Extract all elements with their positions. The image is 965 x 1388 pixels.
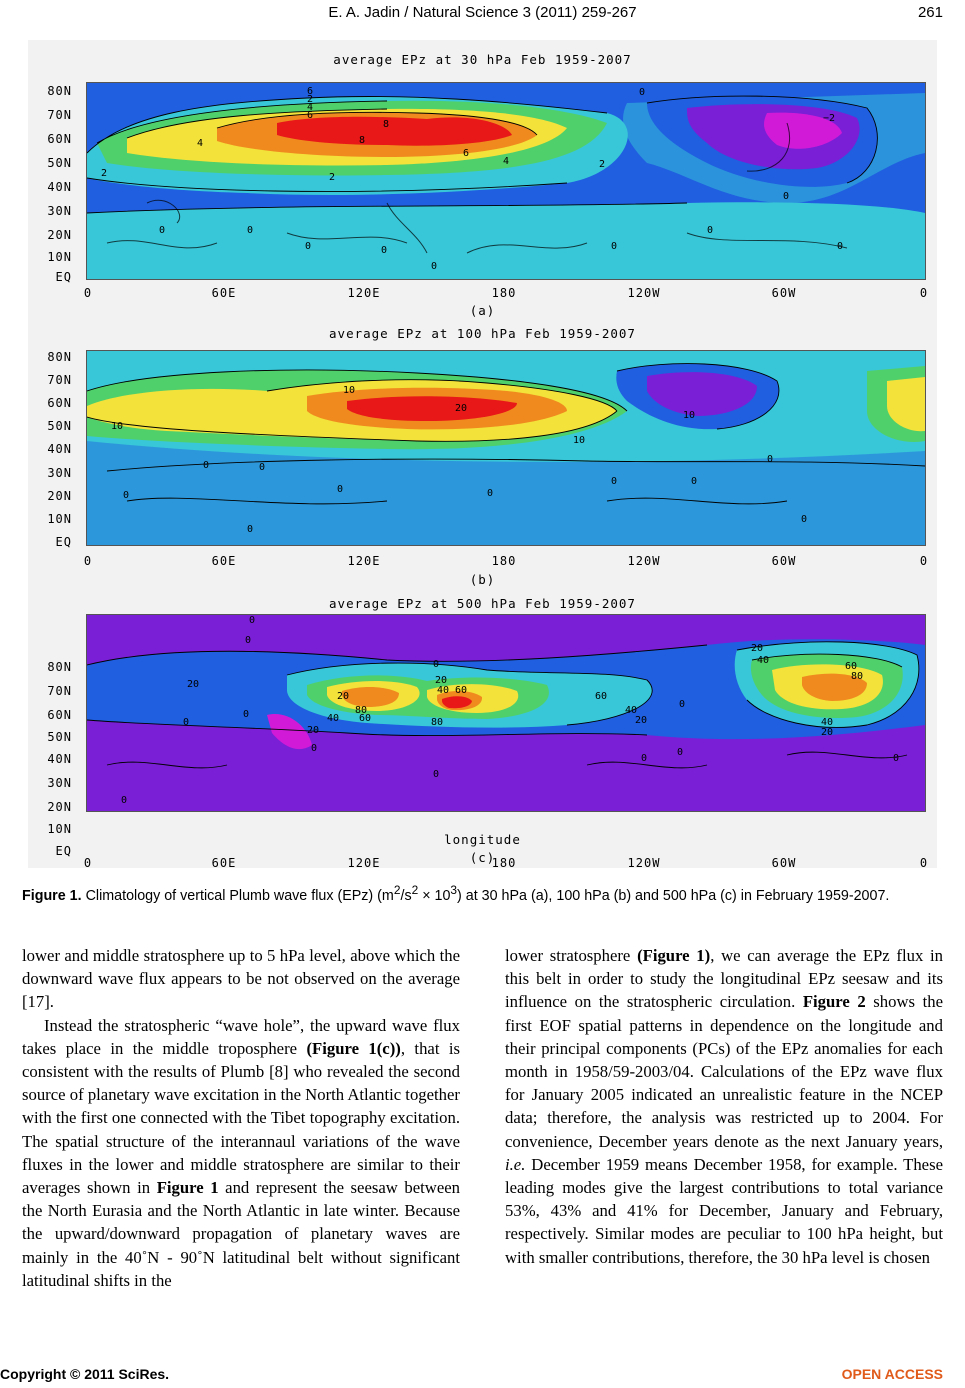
contour-label: 20 [455,403,468,414]
page-header [0,4,965,26]
x-tick: 0 [919,554,929,568]
y-tick: 70N [47,373,72,387]
contour-label: 2 [101,168,108,179]
contour-label: 0 [431,261,438,272]
contour-label: 0 [433,769,440,780]
panel-letter: (b) [469,572,496,587]
contour-label: 0 [801,514,808,525]
y-tick: 30N [47,204,72,218]
paragraph: lower and middle stratosphere up to 5 hPa level, above which the downward wave flux appears to be not observed on the average [17]. [22,946,460,1012]
contour-label: 6 [307,110,314,121]
paragraph [505,944,943,1269]
contour-label: 0 [433,659,440,670]
y-tick: 80N [47,660,72,674]
running-title: E. A. Jadin / Natural Science 3 (2011) 259-267 [328,4,637,21]
contour-label: 0 [677,747,684,758]
figure-ref: Figure 1 [156,1178,219,1198]
contour-label: 0 [611,241,618,252]
contour-label: 60 [595,691,608,702]
contour-label: 40 [821,717,834,728]
map-svg [87,351,925,545]
figure-ref: (Figure 1(c)) [306,1038,401,1058]
contour-label: 2 [329,172,336,183]
contour-map [86,82,926,280]
contour-label: 10 [573,435,586,446]
text: , we can average the EPz flux in this belt in order to study the longitudinal EPz seesaw and its influence on the stratospheric circulation. [505,946,943,1012]
contour-label: 0 [245,635,252,646]
contour-map [86,614,926,812]
y-tick: 20N [47,800,72,814]
contour-label: 0 [243,709,250,720]
contour-label: 20 [751,643,764,654]
x-tick: 120E [347,856,381,870]
y-tick: EQ [55,270,72,284]
contour-label: 2 [307,94,314,105]
y-tick: 80N [47,84,72,98]
x-tick: 120E [347,554,381,568]
y-tick: 20N [47,228,72,242]
contour-label: 0 [837,241,844,252]
x-tick: 60E [211,554,237,568]
page-number: 261 [917,4,943,21]
panel-title: average EPz at 30 hPa Feb 1959-2007 [333,52,632,67]
x-tick: 120W [627,286,661,300]
caption-sup: 2 [393,883,401,897]
caption-text: /s [400,887,412,904]
contour-label: 60 [455,685,468,696]
y-tick: 10N [47,250,72,264]
body-column-left [22,944,460,1292]
y-tick: 50N [47,730,72,744]
contour-label: 8 [383,119,390,130]
contour-label: 0 [123,490,130,501]
text: lower stratosphere [505,946,638,965]
y-tick: 80N [47,350,72,364]
y-tick: 10N [47,822,72,836]
y-tick: 70N [47,684,72,698]
contour-label: 40 [757,655,770,666]
contour-label: 0 [767,454,774,465]
y-tick: 40N [47,180,72,194]
y-tick: 50N [47,156,72,170]
contour-label: 20 [187,679,200,690]
x-tick: 180 [491,286,517,300]
caption-sup: 2 [411,883,419,897]
contour-label: 6 [463,148,470,159]
contour-label: 0 [679,699,686,710]
x-tick: 60W [771,554,797,568]
contour-label: 10 [343,385,356,396]
caption-sup: 3 [450,883,458,897]
body-column-right [505,944,943,1269]
contour-label: 2 [599,159,606,170]
panel-b [28,322,937,590]
contour-label: 0 [707,225,714,236]
panel-c [28,592,937,868]
x-tick: 120W [627,856,661,870]
contour-label: 4 [503,156,510,167]
y-tick: 50N [47,419,72,433]
figure-1 [28,40,937,868]
contour-label: 0 [487,488,494,499]
y-tick: 70N [47,108,72,122]
contour-label: −2 [823,113,836,124]
y-tick: 60N [47,396,72,410]
x-tick: 180 [491,554,517,568]
contour-label: 20 [337,691,350,702]
x-tick: 60W [771,286,797,300]
y-tick: 30N [47,466,72,480]
x-axis-title: longitude [444,832,521,847]
contour-label: 0 [381,245,388,256]
x-tick: 60E [211,856,237,870]
contour-label: 6 [307,86,314,97]
text: and represent the seesaw between the North Eurasia and the North Atlantic in late winter. Because the upward/downward propagation of planetary waves are mainly in the 40˚N - 90˚N latitudinal belt without significant latitudinal shifts in the [22,1178,460,1290]
panel-title: average EPz at 500 hPa Feb 1959-2007 [329,596,636,611]
contour-label: 4 [307,102,314,113]
contour-label: 0 [641,753,648,764]
text: shows the first EOF spatial patterns in dependence on the longitude and their principal components (PCs) of the EPz anomalies for each month in 1958/59-2003/04. Calculations of the EPz wave flux for January 2005 indicated an unrealistic feature in the NCEP data; therefore, the analysis was restricted up to 2004. For convenience, December years denote as the next January years, [505,992,943,1151]
open-access-label: OPEN ACCESS [841,1366,943,1382]
caption-text: ) at 30 hPa (a), 100 hPa (b) and 500 hPa (c) in February 1959-2007. [457,887,890,904]
copyright: Copyright © 2011 SciRes. [0,1366,170,1382]
panel-letter: (c) [469,850,496,865]
contour-label: 4 [197,138,204,149]
map-svg [87,83,925,279]
y-tick: 30N [47,776,72,790]
contour-label: 40 [437,685,450,696]
contour-label: 40 [625,705,638,716]
text: , that is consistent with the results of Plumb [8] who revealed the second source of planetary wave excitation in the North Atlantic together with the first one connected with the Tibet topography excitation. The spatial structure of the interannaul variations of the wave fluxes in the lower and middle stratosphere are similar to their averages shown in [22,1038,460,1198]
contour-map [86,350,926,546]
contour-label: 0 [247,524,254,535]
x-tick: 0 [83,856,93,870]
y-tick: 10N [47,512,72,526]
paragraph [22,1014,460,1292]
x-tick: 180 [491,856,517,870]
caption-label: Figure 1. [22,887,82,904]
contour-label: 0 [247,225,254,236]
y-tick: 40N [47,752,72,766]
contour-label: 60 [845,661,858,672]
contour-label: 0 [691,476,698,487]
contour-label: 0 [337,484,344,495]
x-tick: 0 [919,286,929,300]
contour-label: 0 [259,462,266,473]
x-tick: 60E [211,286,237,300]
y-tick: 60N [47,708,72,722]
contour-label: 8 [359,135,366,146]
contour-label: 0 [305,241,312,252]
contour-label: 0 [783,191,790,202]
x-tick: 0 [919,856,929,870]
contour-label: 10 [111,421,124,432]
contour-label: 0 [893,753,900,764]
contour-label: 20 [821,727,834,738]
contour-label: 10 [683,410,696,421]
y-tick: 20N [47,489,72,503]
panel-a [28,40,937,318]
contour-label: 0 [203,460,210,471]
text: December 1959 means December 1958, for example. These leading modes give the largest contributions to total variance 53%, 43% and 41% for December, January and February, respectively. Similar modes are peculiar to 100 hPa height, but with smaller contributions, therefore, the 30 hPa level is chosen [505,1154,943,1267]
contour-label: 0 [159,225,166,236]
caption-text: × 10 [418,887,451,904]
contour-label: 40 [327,713,340,724]
x-tick: 120E [347,286,381,300]
x-tick: 120W [627,554,661,568]
figure-ref: Figure 2 [802,992,866,1012]
x-tick: 0 [83,554,93,568]
contour-label: 0 [121,795,128,806]
contour-label: 0 [249,615,256,626]
panel-letter: (a) [469,303,496,318]
caption-text: Climatology of vertical Plumb wave flux (EPz) (m [81,887,394,904]
text: Instead the stratospheric “wave hole”, the upward wave flux takes place in the middle troposphere [22,1015,460,1058]
map-svg [87,615,925,811]
y-tick: EQ [55,535,72,549]
contour-label: 0 [183,717,190,728]
figure-caption [22,880,944,906]
x-tick: 60W [771,856,797,870]
page-footer [0,1366,965,1386]
contour-label: 0 [639,87,646,98]
x-tick: 0 [83,286,93,300]
contour-label: 60 [359,713,372,724]
contour-label: 20 [307,725,320,736]
contour-label: 20 [635,715,648,726]
contour-label: 0 [611,476,618,487]
contour-label: 80 [355,705,368,716]
contour-label: 20 [435,675,448,686]
contour-label: 80 [851,671,864,682]
contour-label: 80 [431,717,444,728]
text-italic: i.e. [505,1154,526,1174]
y-tick: 40N [47,442,72,456]
y-tick: EQ [55,844,72,858]
panel-title: average EPz at 100 hPa Feb 1959-2007 [329,326,636,341]
contour-label: 0 [311,743,318,754]
figure-ref: (Figure 1) [637,946,711,965]
y-tick: 60N [47,132,72,146]
